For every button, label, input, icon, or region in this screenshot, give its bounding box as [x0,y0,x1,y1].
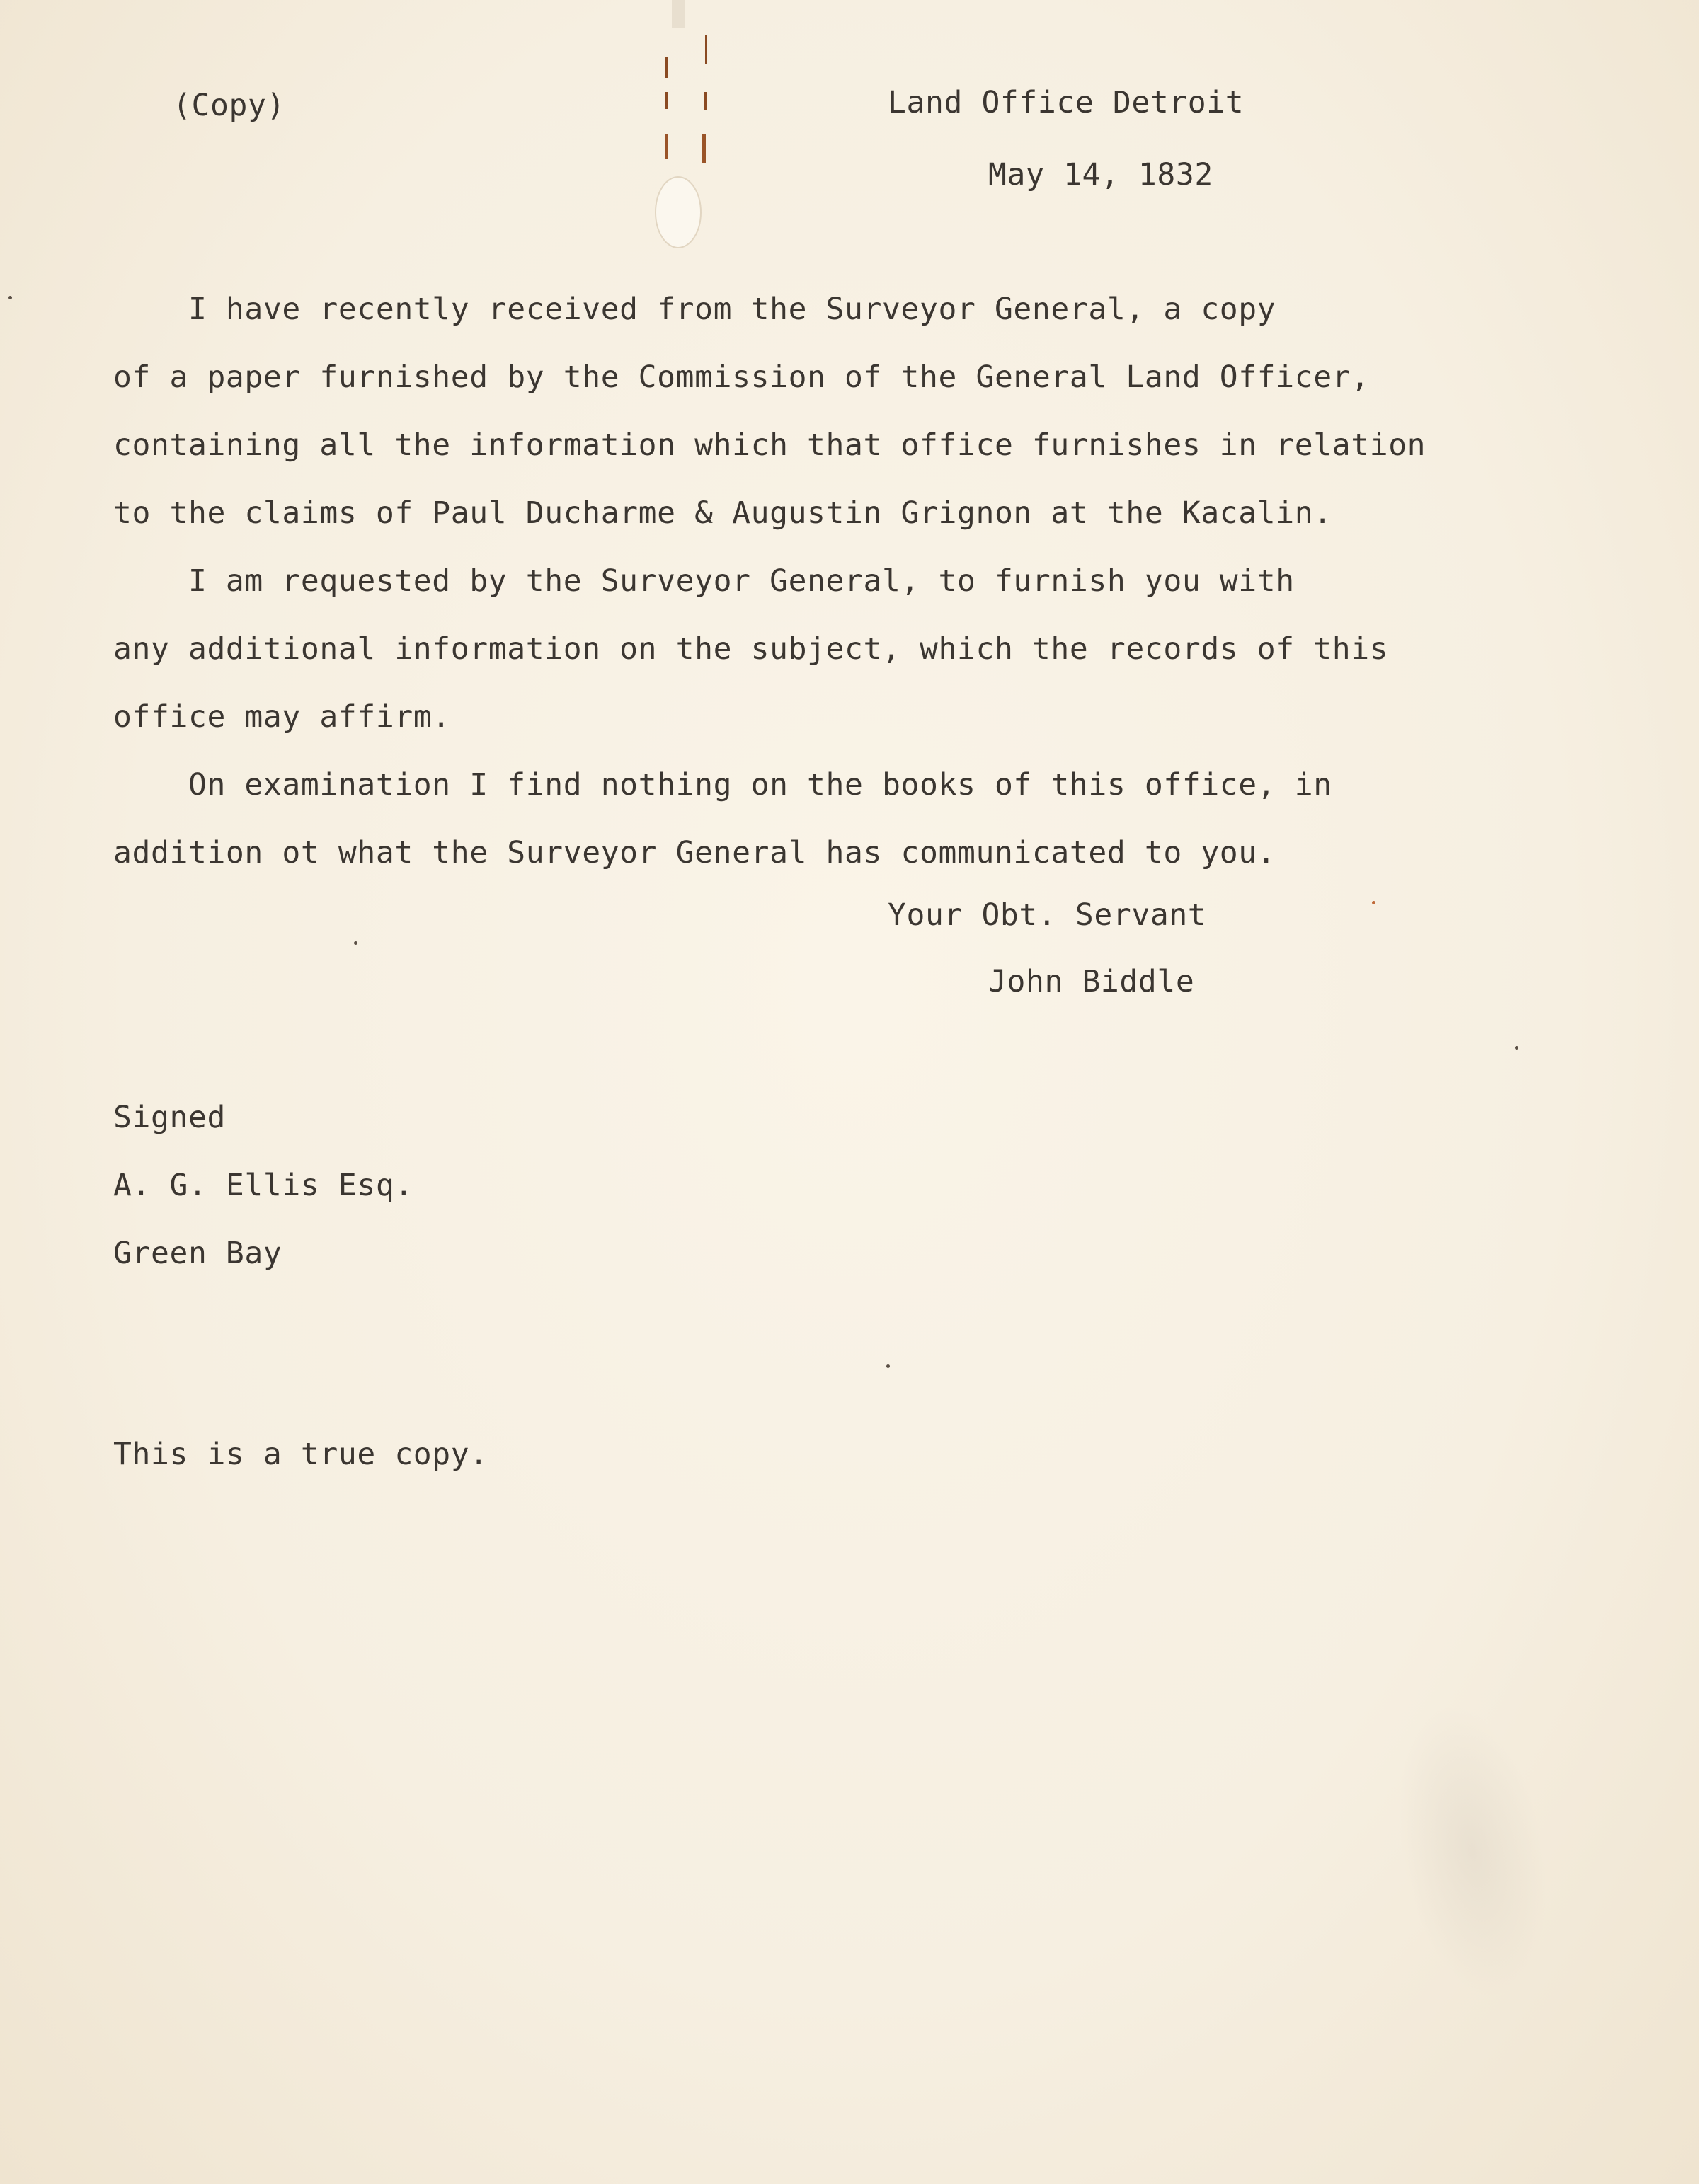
body-line: to the claims of Paul Ducharme & Augustin Grignon at the Kacalin. [113,495,1332,531]
letter-date: May 14, 1832 [988,157,1213,192]
paper-speck [354,941,357,945]
certification: This is a true copy. [113,1437,488,1472]
fastener-mark-icon [650,0,707,255]
addressee-place: Green Bay [113,1236,282,1271]
paper-speck [886,1364,890,1368]
body-line: any additional information on the subject, which the records of this [113,631,1389,667]
paper-speck [8,296,12,299]
paper-speck [1515,1046,1518,1050]
paper-speck [1372,901,1375,904]
body-line: addition ot what the Surveyor General has communicated to you. [113,835,1276,870]
signature: John Biddle [988,964,1195,999]
office-heading: Land Office Detroit [888,85,1245,120]
body-line: I have recently received from the Surveyor General, a copy [113,292,1276,327]
addressee-name: A. G. Ellis Esq. [113,1168,413,1203]
body-line: I am requested by the Surveyor General, to furnish you with [113,563,1295,599]
body-line: On examination I find nothing on the books of this office, in [113,767,1332,803]
signed-label: Signed [113,1100,226,1135]
copy-mark: (Copy) [173,88,285,123]
body-line: office may affirm. [113,699,451,735]
closing: Your Obt. Servant [888,897,1207,933]
body-line: of a paper furnished by the Commission of the General Land Officer, [113,360,1370,395]
body-line: containing all the information which that office furnishes in relation [113,427,1426,463]
paper-stain [1377,1693,1568,2010]
